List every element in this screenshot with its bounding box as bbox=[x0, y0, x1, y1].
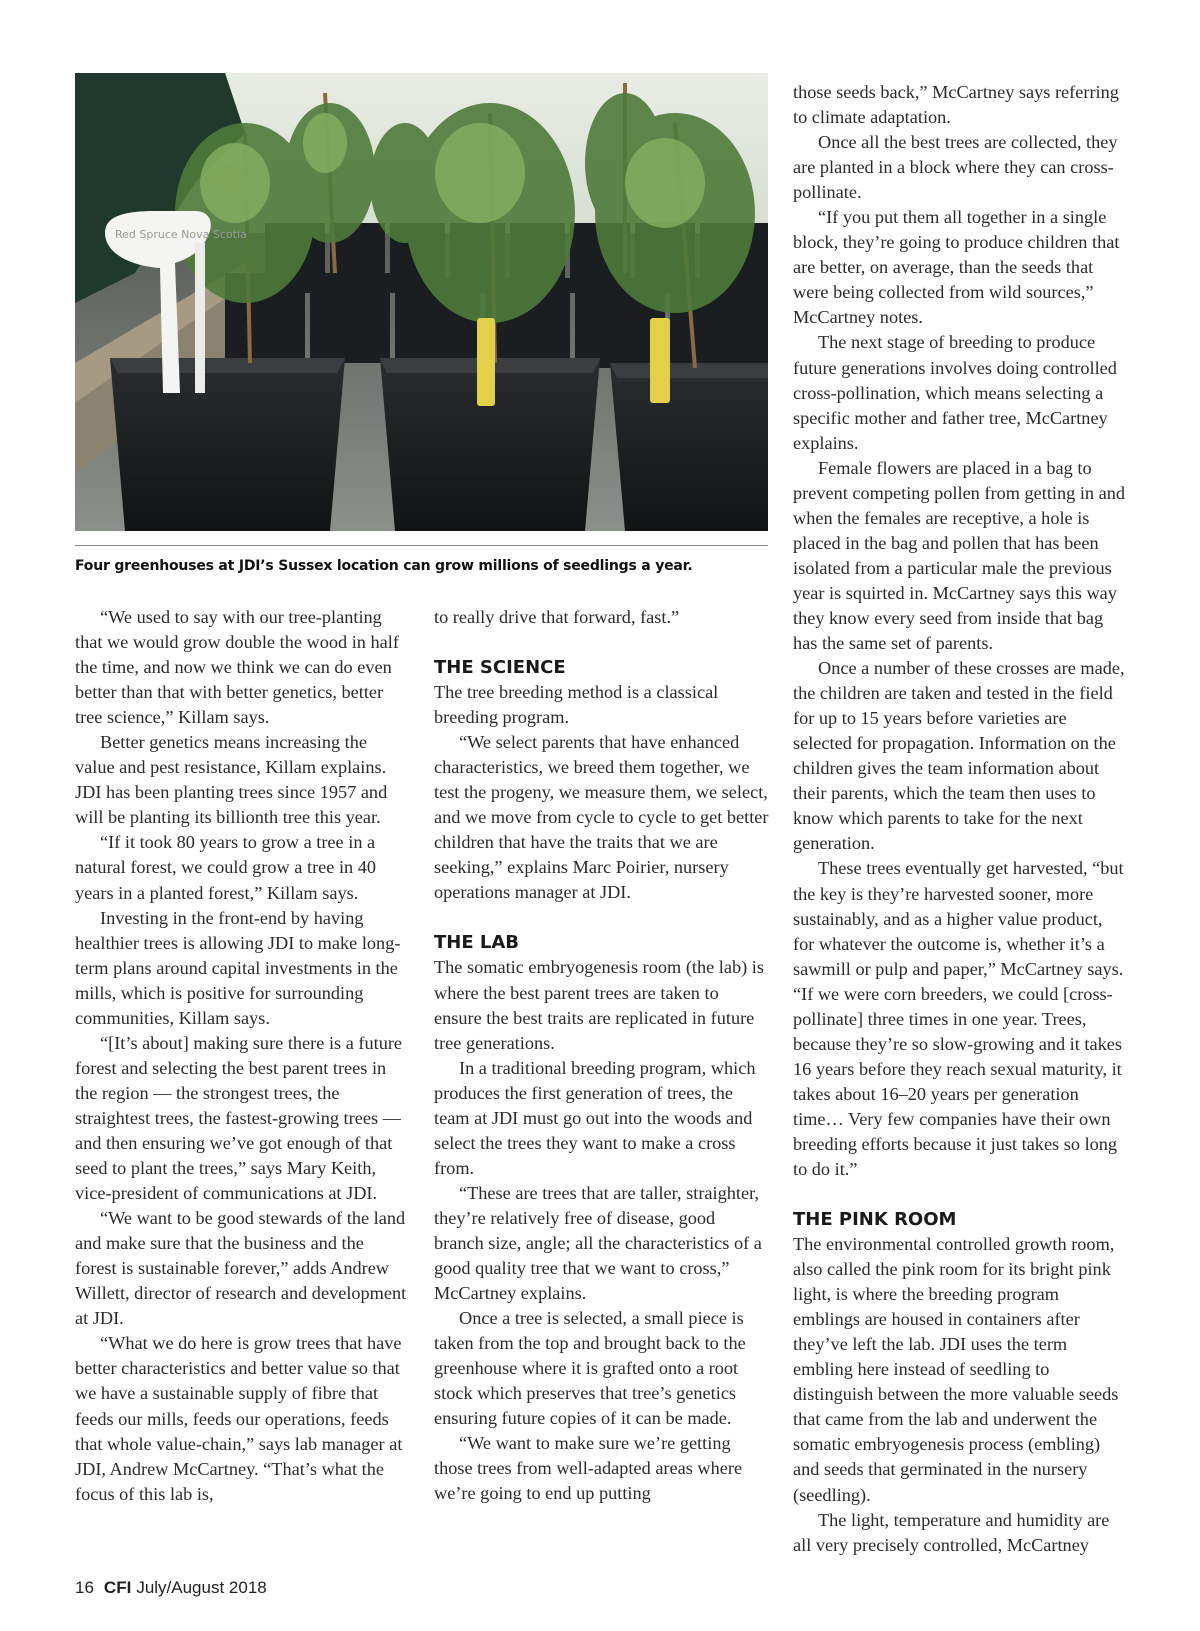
paragraph: Once a number of these crosses are made, the children are taken and tested in the field for up to 15 years before varieties are selected for propagation. Information on the children gives the team information about their parents, which the team then uses to know which parents to take for the next generation. bbox=[793, 658, 1125, 854]
paragraph: “[It’s about] making sure there is a future forest and selecting the best parent trees in the region — the strongest trees, the straightest trees, the fastest-growing trees — and then ensuring we’ve got enough of that seed to plant the trees,” says Mary Keith, vice-president of communications at JDI. bbox=[75, 1032, 403, 1204]
paragraph: Investing in the front-end by having healthier trees is allowing JDI to make long-term plans around capital investments in the mills, which is positive for surrounding communities, Killam says. bbox=[75, 907, 401, 1028]
paragraph: “What we do here is grow trees that have better characteristics and better value so that we have a sustainable supply of fibre that feeds our mills, feeds our operations, feeds that whole value-chain,” says lab manager at JDI, Andrew McCartney. “That’s what the focus of this lab is, bbox=[75, 1333, 403, 1504]
plant-tag-text: Red Spruce Nova Scotia bbox=[115, 228, 247, 241]
section-heading-pink-room: THE PINK ROOM bbox=[793, 1209, 957, 1231]
section-heading-lab: THE LAB bbox=[434, 932, 520, 954]
paragraph: “If you put them all together in a single block, they’re going to produce children that are better, on average, than the seeds that were being collected from wild sources,” McCartney notes. bbox=[793, 207, 1120, 328]
article-column-3 bbox=[793, 80, 1128, 1558]
paragraph: The environmental controlled growth room, also called the pink room for its bright pink light, is where the breeding program emblings are housed in containers after they’ve left the lab. JDI uses the term embling here instead of seedling to distinguish between the more valuable seeds that came from the lab and underwent the somatic embryogenesis process (embling) and seeds that germinated in the nursery (seedling). bbox=[793, 1234, 1119, 1505]
photo-caption: Four greenhouses at JDI’s Sussex location can grow millions of seedlings a year. bbox=[75, 558, 693, 574]
paragraph: “We select parents that have enhanced characteristics, we breed them together, we test the progeny, we measure them, we select, and we move from cycle to cycle to get better children that have the traits that we are seeking,” explains Marc Poirier, nursery operations manager at JDI. bbox=[434, 732, 769, 903]
paragraph: In a traditional breeding program, which produces the first generation of trees, the team at JDI must go out into the woods and select the trees they want to make a cross from. bbox=[434, 1057, 756, 1178]
section-heading-science: THE SCIENCE bbox=[434, 657, 566, 679]
article-column-2 bbox=[434, 605, 769, 1507]
paragraph: to really drive that forward, fast.” bbox=[434, 607, 680, 627]
paragraph: Once a tree is selected, a small piece is taken from the top and brought back to the greenhouse where it is grafted onto a root stock which preserves that tree’s genetics ensuring future copies of it can be made. bbox=[434, 1308, 746, 1429]
paragraph: Better genetics means increasing the value and pest resistance, Killam explains. JDI has been planting trees since 1957 and will be planting its billionth tree this year. bbox=[75, 732, 388, 828]
article-column-1 bbox=[75, 605, 407, 1507]
paragraph: “We used to say with our tree-planting that we would grow double the wood in half the time, and now we think we can do even better than that with better genetics, better tree science,” Killam says. bbox=[75, 607, 399, 728]
page-footer bbox=[75, 1578, 267, 1598]
paragraph: “If it took 80 years to grow a tree in a natural forest, we could grow a tree in 40 years in a planted forest,” Killam says. bbox=[75, 832, 377, 903]
paragraph: Female flowers are placed in a bag to prevent competing pollen from getting in and when the females are receptive, a hole is placed in the bag and pollen that has been isolated from a particular male the previous year is squirted in. McCartney says this way they know every seed from inside that bag has the same set of parents. bbox=[793, 457, 1126, 654]
paragraph: Once all the best trees are collected, they are planted in a block where they can cross-pollinate. bbox=[793, 132, 1118, 203]
paragraph: those seeds back,” McCartney says referring to climate adaptation. bbox=[793, 82, 1119, 128]
paragraph: The next stage of breeding to produce future generations involves doing controlled cross-pollination, which means selecting a specific mother and father tree, McCartney explains. bbox=[793, 332, 1117, 453]
paragraph: The tree breeding method is a classical breeding program. bbox=[434, 682, 719, 728]
paragraph: These trees eventually get harvested, “but the key is they’re harvested sooner, more sustainably, and as a higher value product, for whatever the outcome is, whether it’s a sawmill or pulp and paper,” McCartney says. “If we were corn breeders, we could [cross-pollinate] three times in one year. Trees, because they’re so slow-growing and it takes 16 years before they reach sexual maturity, it takes about 16–20 years per generation time… Very few companies have their own breeding efforts because it just takes so long to do it.” bbox=[793, 858, 1124, 1180]
seedling-pots-illustration bbox=[75, 73, 768, 531]
greenhouse-seedlings-photo bbox=[75, 73, 768, 531]
paragraph: The light, temperature and humidity are all very precisely controlled, McCartney bbox=[793, 1509, 1110, 1555]
magazine-brand: CFI bbox=[103, 1578, 132, 1597]
paragraph: “We want to be good stewards of the land and make sure that the business and the forest is sustainable forever,” adds Andrew Willett, director of research and development at JDI. bbox=[75, 1208, 407, 1329]
issue-date: July/August 2018 bbox=[136, 1578, 267, 1597]
page-number: 16 bbox=[75, 1578, 94, 1597]
paragraph: “We want to make sure we’re getting those trees from well-adapted areas where we’re going to end up putting bbox=[434, 1433, 743, 1504]
caption-rule bbox=[75, 545, 768, 546]
paragraph: The somatic embryogenesis room (the lab) is where the best parent trees are taken to ensure the best traits are replicated in future tree generations. bbox=[434, 957, 764, 1053]
paragraph: “These are trees that are taller, straighter, they’re relatively free of disease, good branch size, angle; all the characteristics of a good quality tree that we want to cross,” McCartney explains. bbox=[434, 1182, 762, 1304]
